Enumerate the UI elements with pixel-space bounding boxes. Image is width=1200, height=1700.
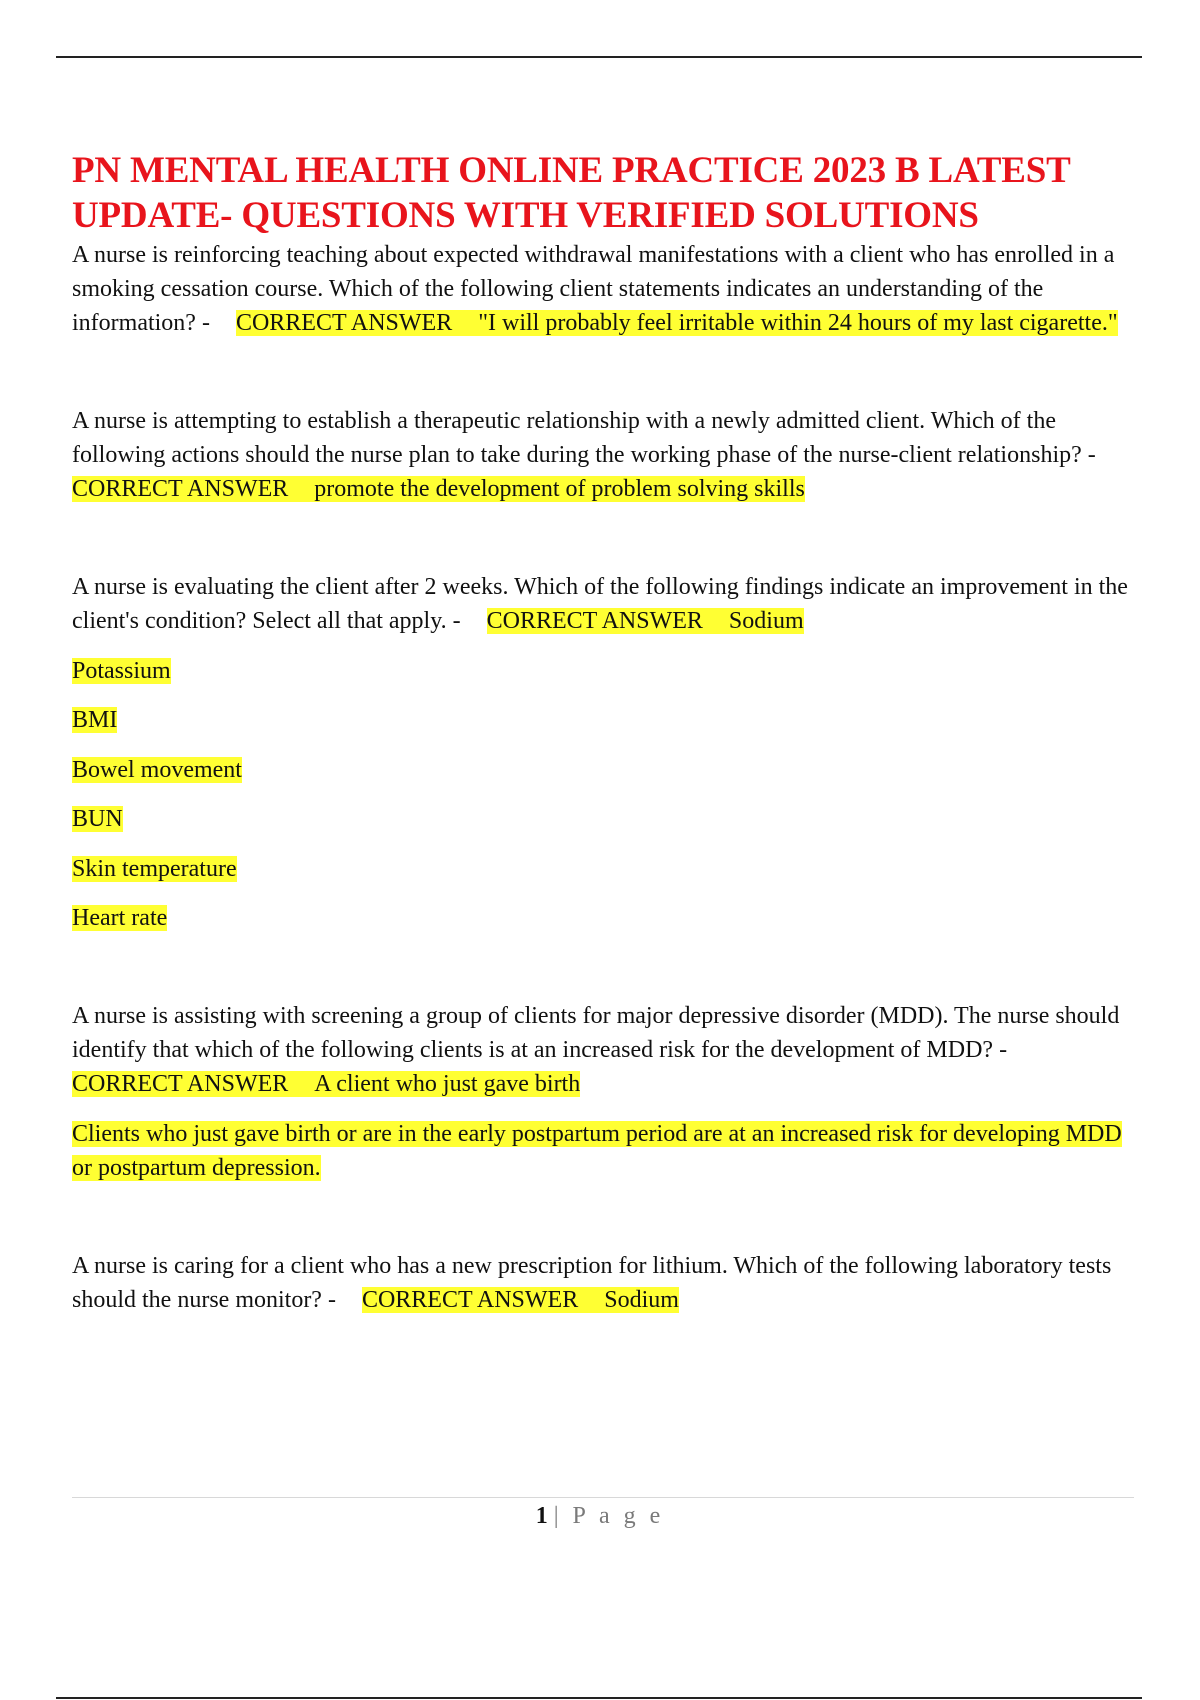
page-footer (0, 1500, 1200, 1532)
question-5-answer: Sodium (604, 1286, 679, 1313)
bottom-rule (56, 1697, 1142, 1699)
question-2 (72, 404, 1132, 506)
document-body (72, 148, 1132, 1317)
question-3-option: Heart rate (72, 905, 168, 931)
question-3-option: BMI (72, 707, 118, 733)
question-2-answer: promote the development of problem solving skills (314, 476, 805, 502)
document-title: PN MENTAL HEALTH ONLINE PRACTICE 2023 B LATEST UPDATE- QUESTIONS WITH VERIFIED SOLUTIONS (72, 150, 1070, 236)
question-4-rationale: Clients who just gave birth or are in the early postpartum period are at an increased risk for developing MDD or postpartum depression. (72, 1120, 1122, 1181)
question-3-option: Potassium (72, 657, 171, 684)
question-4 (72, 999, 1132, 1101)
question-3-answer-label: CORRECT ANSWER (486, 608, 703, 634)
question-1-answer: "I will probably feel irritable within 24 hours of my last cigarette." (478, 310, 1118, 336)
question-1-text: A nurse is reinforcing teaching about expected withdrawal manifestations with a client who has enrolled in a smoking cessation course. Which of the following client statements indicates an understanding of the information? - (72, 242, 1115, 336)
question-2-answer-label: CORRECT ANSWER (72, 476, 289, 502)
question-3 (72, 570, 1132, 638)
question-3-option: Skin temperature (72, 855, 237, 882)
question-4-text: A nurse is assisting with screening a group of clients for major depressive disorder (MDD). The nurse should identify that which of the following clients is at an increased risk for the development of MDD? - (72, 1003, 1120, 1063)
question-2-text: A nurse is attempting to establish a therapeutic relationship with a newly admitted client. Which of the following actions should the nurse plan to take during the working phase of the nurse-client relationship? - (72, 408, 1096, 468)
top-rule (56, 56, 1142, 58)
footer-rule (72, 1497, 1134, 1498)
question-5 (72, 1249, 1132, 1317)
page-label: | P a g e (553, 1503, 665, 1529)
question-5-answer-label: CORRECT ANSWER (361, 1286, 579, 1313)
page-number: 1 (535, 1503, 548, 1529)
question-5-text: A nurse is caring for a client who has a new prescription for lithium. Which of the following laboratory tests should the nurse monitor? - (72, 1252, 1112, 1313)
question-4-answer: A client who just gave birth (314, 1071, 581, 1097)
question-4-answer-label: CORRECT ANSWER (72, 1071, 289, 1097)
question-3-option: BUN (72, 806, 123, 832)
question-3-text: A nurse is evaluating the client after 2 weeks. Which of the following findings indicate an improvement in the client's condition? Select all that apply. - (72, 574, 1128, 634)
question-1-answer-label: CORRECT ANSWER (235, 310, 453, 336)
question-3-answer: Sodium (728, 608, 804, 634)
question-1 (72, 238, 1132, 340)
question-3-option: Bowel movement (72, 756, 242, 783)
